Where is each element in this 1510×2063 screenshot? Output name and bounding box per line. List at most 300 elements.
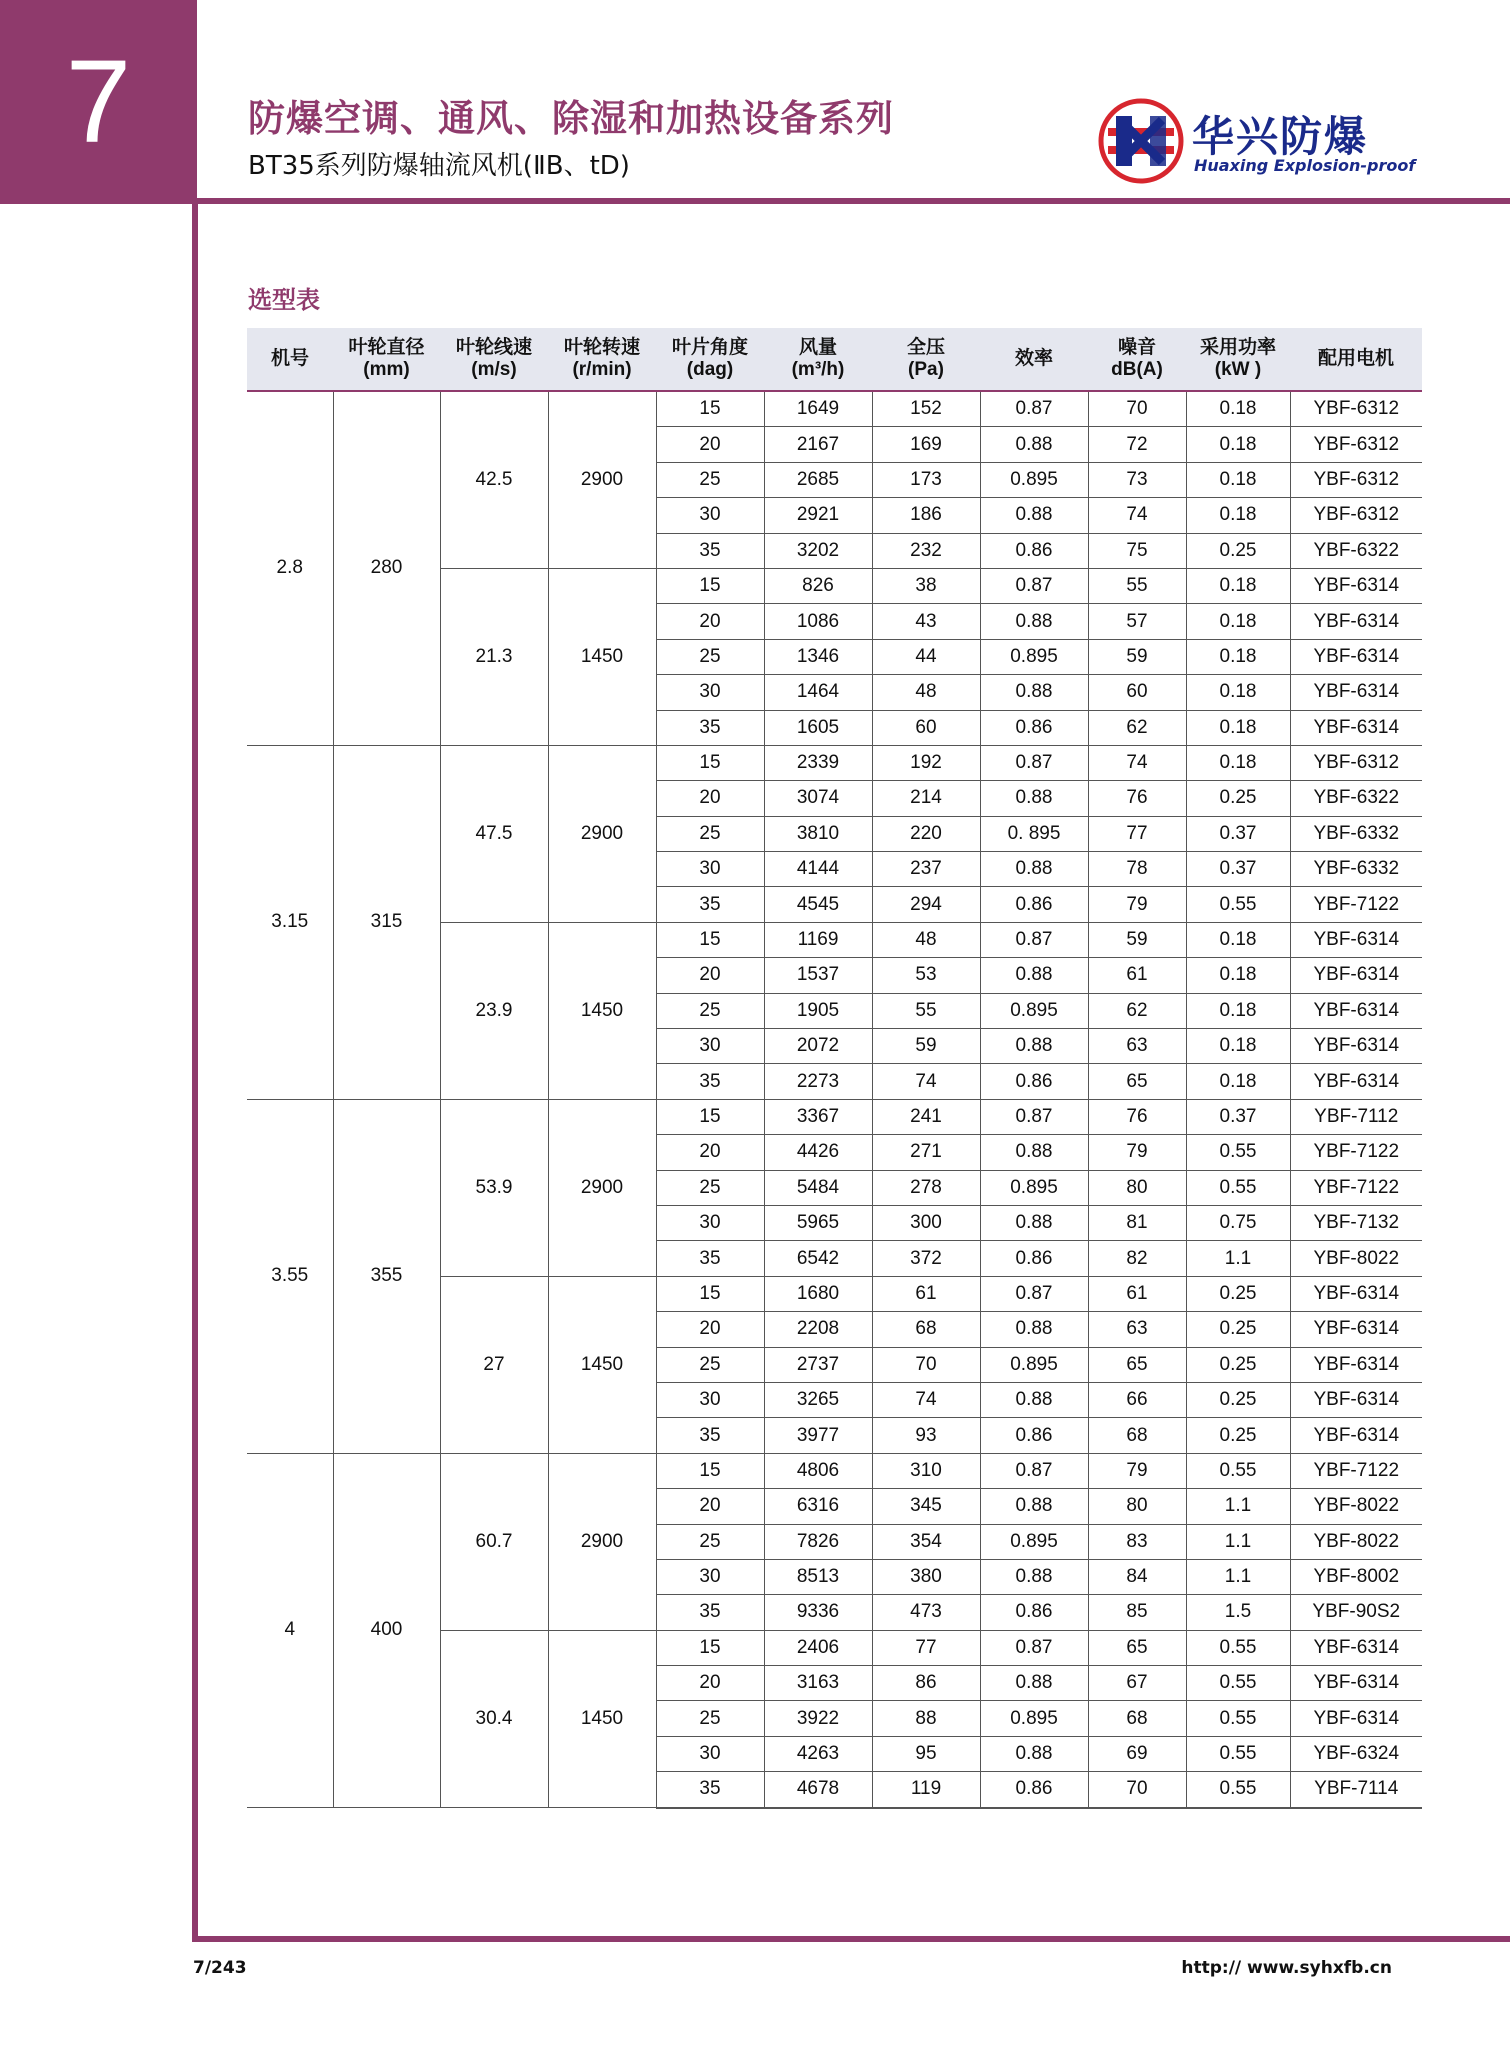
cell-blade-angle: 35 — [656, 887, 764, 922]
header-model: 机号 — [247, 328, 333, 391]
header-noise: 噪音 dB(A) — [1088, 328, 1186, 391]
cell-motor: YBF-6314 — [1290, 1701, 1422, 1736]
cell-pressure: 192 — [872, 745, 980, 780]
cell-efficiency: 0.86 — [980, 1418, 1088, 1453]
cell-airflow: 2685 — [764, 462, 872, 497]
cell-efficiency: 0.86 — [980, 1241, 1088, 1276]
cell-motor: YBF-6314 — [1290, 1382, 1422, 1417]
cell-airflow: 6542 — [764, 1241, 872, 1276]
cell-blade-angle: 15 — [656, 922, 764, 957]
cell-motor: YBF-6312 — [1290, 745, 1422, 780]
cell-power: 0.37 — [1186, 816, 1290, 851]
cell-airflow: 1905 — [764, 993, 872, 1028]
cell-pressure: 61 — [872, 1276, 980, 1311]
cell-efficiency: 0.895 — [980, 1524, 1088, 1559]
cell-model: 3.15 — [247, 745, 333, 1099]
cell-efficiency: 0.88 — [980, 1029, 1088, 1064]
cell-airflow: 3202 — [764, 533, 872, 568]
cell-motor: YBF-7122 — [1290, 1453, 1422, 1488]
cell-pressure: 88 — [872, 1701, 980, 1736]
cell-blade-angle: 20 — [656, 958, 764, 993]
cell-power: 0.37 — [1186, 852, 1290, 887]
cell-motor: YBF-6312 — [1290, 427, 1422, 462]
cell-rotation-speed: 2900 — [548, 1453, 656, 1630]
cell-motor: YBF-6314 — [1290, 1064, 1422, 1099]
cell-efficiency: 0.88 — [980, 1559, 1088, 1594]
cell-airflow: 4426 — [764, 1135, 872, 1170]
cell-noise: 62 — [1088, 710, 1186, 745]
cell-power: 0.37 — [1186, 1099, 1290, 1134]
cell-noise: 63 — [1088, 1312, 1186, 1347]
cell-motor: YBF-6314 — [1290, 1418, 1422, 1453]
cell-pressure: 48 — [872, 922, 980, 957]
header-efficiency: 效率 — [980, 328, 1088, 391]
section-title: 选型表 — [248, 286, 320, 314]
cell-noise: 69 — [1088, 1736, 1186, 1771]
cell-efficiency: 0.895 — [980, 639, 1088, 674]
cell-noise: 76 — [1088, 1099, 1186, 1134]
cell-blade-angle: 20 — [656, 781, 764, 816]
cell-noise: 80 — [1088, 1489, 1186, 1524]
cell-efficiency: 0.86 — [980, 533, 1088, 568]
cell-diameter: 280 — [333, 391, 440, 745]
cell-efficiency: 0.86 — [980, 1772, 1088, 1808]
cell-diameter: 315 — [333, 745, 440, 1099]
cell-efficiency: 0.88 — [980, 958, 1088, 993]
cell-blade-angle: 20 — [656, 1489, 764, 1524]
cell-airflow: 4263 — [764, 1736, 872, 1771]
page-subtitle: BT35系列防爆轴流风机(ⅡB、tD) — [248, 151, 630, 181]
cell-noise: 77 — [1088, 816, 1186, 851]
cell-noise: 73 — [1088, 462, 1186, 497]
cell-power: 0.25 — [1186, 1347, 1290, 1382]
cell-airflow: 2072 — [764, 1029, 872, 1064]
cell-blade-angle: 15 — [656, 1276, 764, 1311]
company-logo — [1098, 98, 1416, 188]
cell-airflow: 2737 — [764, 1347, 872, 1382]
cell-pressure: 300 — [872, 1205, 980, 1240]
cell-motor: YBF-6314 — [1290, 1630, 1422, 1665]
cell-blade-angle: 30 — [656, 1205, 764, 1240]
cell-airflow: 2208 — [764, 1312, 872, 1347]
cell-motor: YBF-6314 — [1290, 1312, 1422, 1347]
cell-pressure: 380 — [872, 1559, 980, 1594]
cell-efficiency: 0.895 — [980, 1347, 1088, 1382]
cell-power: 0.18 — [1186, 462, 1290, 497]
cell-blade-angle: 25 — [656, 1170, 764, 1205]
cell-noise: 68 — [1088, 1701, 1186, 1736]
cell-motor: YBF-7132 — [1290, 1205, 1422, 1240]
cell-linear-speed: 30.4 — [440, 1630, 548, 1807]
cell-airflow: 1649 — [764, 391, 872, 427]
cell-efficiency: 0.86 — [980, 1595, 1088, 1630]
cell-motor: YBF-7122 — [1290, 887, 1422, 922]
cell-pressure: 310 — [872, 1453, 980, 1488]
cell-motor: YBF-7112 — [1290, 1099, 1422, 1134]
cell-linear-speed: 47.5 — [440, 745, 548, 922]
cell-pressure: 237 — [872, 852, 980, 887]
table-header-row — [247, 328, 1422, 391]
cell-power: 0.55 — [1186, 1736, 1290, 1771]
header-blade-angle: 叶片角度 (dag) — [656, 328, 764, 391]
header-linear-speed: 叶轮线速 (m/s) — [440, 328, 548, 391]
cell-motor: YBF-6314 — [1290, 604, 1422, 639]
cell-efficiency: 0.88 — [980, 1382, 1088, 1417]
cell-airflow: 7826 — [764, 1524, 872, 1559]
cell-noise: 66 — [1088, 1382, 1186, 1417]
cell-airflow: 2921 — [764, 498, 872, 533]
cell-motor: YBF-6312 — [1290, 391, 1422, 427]
cell-rotation-speed: 1450 — [548, 922, 656, 1099]
cell-efficiency: 0.88 — [980, 604, 1088, 639]
cell-pressure: 93 — [872, 1418, 980, 1453]
cell-noise: 65 — [1088, 1064, 1186, 1099]
cell-blade-angle: 25 — [656, 1347, 764, 1382]
cell-efficiency: 0. 895 — [980, 816, 1088, 851]
cell-pressure: 70 — [872, 1347, 980, 1382]
cell-noise: 61 — [1088, 1276, 1186, 1311]
cell-efficiency: 0.87 — [980, 1099, 1088, 1134]
cell-airflow: 1680 — [764, 1276, 872, 1311]
page-title: 防爆空调、通风、除湿和加热设备系列 — [248, 97, 894, 140]
cell-linear-speed: 60.7 — [440, 1453, 548, 1630]
cell-efficiency: 0.88 — [980, 1489, 1088, 1524]
cell-power: 0.55 — [1186, 1135, 1290, 1170]
cell-motor: YBF-6312 — [1290, 462, 1422, 497]
cell-noise: 80 — [1088, 1170, 1186, 1205]
cell-blade-angle: 35 — [656, 1418, 764, 1453]
cell-noise: 79 — [1088, 1453, 1186, 1488]
bottom-divider — [192, 1936, 1510, 1942]
cell-blade-angle: 25 — [656, 816, 764, 851]
cell-efficiency: 0.87 — [980, 922, 1088, 957]
cell-motor: YBF-8022 — [1290, 1489, 1422, 1524]
cell-efficiency: 0.895 — [980, 1701, 1088, 1736]
cell-efficiency: 0.88 — [980, 852, 1088, 887]
cell-efficiency: 0.86 — [980, 710, 1088, 745]
cell-blade-angle: 15 — [656, 1099, 764, 1134]
header-rotation-speed: 叶轮转速 (r/min) — [548, 328, 656, 391]
cell-pressure: 294 — [872, 887, 980, 922]
cell-motor: YBF-6314 — [1290, 1666, 1422, 1701]
cell-power: 0.18 — [1186, 993, 1290, 1028]
cell-model: 3.55 — [247, 1099, 333, 1453]
table-row — [247, 391, 1422, 427]
cell-motor: YBF-6314 — [1290, 639, 1422, 674]
cell-efficiency: 0.88 — [980, 1312, 1088, 1347]
cell-airflow: 5965 — [764, 1205, 872, 1240]
cell-pressure: 59 — [872, 1029, 980, 1064]
cell-airflow: 4678 — [764, 1772, 872, 1808]
cell-pressure: 95 — [872, 1736, 980, 1771]
cell-noise: 65 — [1088, 1347, 1186, 1382]
cell-motor: YBF-6332 — [1290, 852, 1422, 887]
cell-power: 1.1 — [1186, 1524, 1290, 1559]
cell-pressure: 68 — [872, 1312, 980, 1347]
cell-airflow: 826 — [764, 568, 872, 603]
cell-motor: YBF-8022 — [1290, 1241, 1422, 1276]
top-divider — [197, 198, 1510, 204]
chapter-number: 7 — [65, 36, 132, 168]
cell-power: 0.55 — [1186, 1170, 1290, 1205]
cell-motor: YBF-6322 — [1290, 781, 1422, 816]
cell-power: 0.18 — [1186, 922, 1290, 957]
cell-efficiency: 0.87 — [980, 1276, 1088, 1311]
cell-power: 0.25 — [1186, 781, 1290, 816]
cell-rotation-speed: 2900 — [548, 391, 656, 568]
cell-motor: YBF-6322 — [1290, 533, 1422, 568]
cell-noise: 67 — [1088, 1666, 1186, 1701]
cell-pressure: 345 — [872, 1489, 980, 1524]
header-airflow: 风量 (m³/h) — [764, 328, 872, 391]
cell-power: 0.55 — [1186, 1630, 1290, 1665]
logo-english-name: Huaxing Explosion-proof — [1194, 156, 1416, 175]
cell-power: 1.1 — [1186, 1559, 1290, 1594]
cell-power: 0.25 — [1186, 1276, 1290, 1311]
cell-pressure: 372 — [872, 1241, 980, 1276]
table-row — [247, 745, 1422, 780]
cell-noise: 62 — [1088, 993, 1186, 1028]
cell-diameter: 400 — [333, 1453, 440, 1807]
cell-efficiency: 0.87 — [980, 1630, 1088, 1665]
cell-airflow: 4545 — [764, 887, 872, 922]
cell-noise: 74 — [1088, 498, 1186, 533]
cell-pressure: 173 — [872, 462, 980, 497]
logo-mark-icon — [1098, 98, 1184, 184]
cell-noise: 60 — [1088, 675, 1186, 710]
cell-pressure: 119 — [872, 1772, 980, 1808]
table-row — [247, 1099, 1422, 1134]
cell-blade-angle: 35 — [656, 1064, 764, 1099]
cell-pressure: 169 — [872, 427, 980, 462]
cell-efficiency: 0.88 — [980, 1666, 1088, 1701]
cell-motor: YBF-6324 — [1290, 1736, 1422, 1771]
cell-efficiency: 0.87 — [980, 568, 1088, 603]
cell-airflow: 6316 — [764, 1489, 872, 1524]
cell-motor: YBF-6332 — [1290, 816, 1422, 851]
cell-noise: 61 — [1088, 958, 1186, 993]
cell-efficiency: 0.88 — [980, 675, 1088, 710]
cell-motor: YBF-8022 — [1290, 1524, 1422, 1559]
cell-airflow: 3810 — [764, 816, 872, 851]
cell-noise: 82 — [1088, 1241, 1186, 1276]
cell-power: 0.55 — [1186, 887, 1290, 922]
website-url: http:// www.syhxfb.cn — [1181, 1958, 1392, 1978]
cell-noise: 59 — [1088, 922, 1186, 957]
cell-airflow: 3367 — [764, 1099, 872, 1134]
cell-airflow: 3074 — [764, 781, 872, 816]
cell-linear-speed: 23.9 — [440, 922, 548, 1099]
cell-linear-speed: 21.3 — [440, 568, 548, 745]
cell-noise: 63 — [1088, 1029, 1186, 1064]
cell-blade-angle: 35 — [656, 1241, 764, 1276]
cell-power: 0.25 — [1186, 533, 1290, 568]
cell-rotation-speed: 2900 — [548, 745, 656, 922]
cell-pressure: 220 — [872, 816, 980, 851]
cell-motor: YBF-90S2 — [1290, 1595, 1422, 1630]
cell-noise: 59 — [1088, 639, 1186, 674]
cell-motor: YBF-6314 — [1290, 1347, 1422, 1382]
cell-noise: 57 — [1088, 604, 1186, 639]
cell-blade-angle: 30 — [656, 1029, 764, 1064]
cell-power: 0.18 — [1186, 639, 1290, 674]
cell-blade-angle: 15 — [656, 391, 764, 427]
cell-motor: YBF-6314 — [1290, 1029, 1422, 1064]
cell-airflow: 1605 — [764, 710, 872, 745]
cell-linear-speed: 53.9 — [440, 1099, 548, 1276]
cell-blade-angle: 30 — [656, 852, 764, 887]
cell-noise: 78 — [1088, 852, 1186, 887]
cell-efficiency: 0.87 — [980, 745, 1088, 780]
cell-motor: YBF-6314 — [1290, 922, 1422, 957]
cell-blade-angle: 30 — [656, 498, 764, 533]
cell-airflow: 2273 — [764, 1064, 872, 1099]
cell-pressure: 86 — [872, 1666, 980, 1701]
cell-pressure: 271 — [872, 1135, 980, 1170]
cell-model: 4 — [247, 1453, 333, 1807]
cell-blade-angle: 15 — [656, 568, 764, 603]
left-divider — [192, 204, 198, 1941]
cell-rotation-speed: 1450 — [548, 1630, 656, 1807]
cell-rotation-speed: 1450 — [548, 568, 656, 745]
cell-power: 1.1 — [1186, 1489, 1290, 1524]
cell-blade-angle: 20 — [656, 1666, 764, 1701]
cell-motor: YBF-6314 — [1290, 958, 1422, 993]
cell-blade-angle: 15 — [656, 1453, 764, 1488]
selection-table — [247, 328, 1422, 1809]
cell-pressure: 38 — [872, 568, 980, 603]
cell-blade-angle: 20 — [656, 427, 764, 462]
cell-power: 0.18 — [1186, 427, 1290, 462]
cell-motor: YBF-6314 — [1290, 675, 1422, 710]
cell-pressure: 152 — [872, 391, 980, 427]
cell-pressure: 43 — [872, 604, 980, 639]
cell-noise: 85 — [1088, 1595, 1186, 1630]
cell-blade-angle: 25 — [656, 639, 764, 674]
cell-pressure: 74 — [872, 1382, 980, 1417]
cell-blade-angle: 15 — [656, 1630, 764, 1665]
cell-pressure: 55 — [872, 993, 980, 1028]
cell-pressure: 186 — [872, 498, 980, 533]
cell-efficiency: 0.895 — [980, 1170, 1088, 1205]
cell-diameter: 355 — [333, 1099, 440, 1453]
cell-blade-angle: 15 — [656, 745, 764, 780]
cell-blade-angle: 25 — [656, 462, 764, 497]
cell-airflow: 4144 — [764, 852, 872, 887]
cell-pressure: 60 — [872, 710, 980, 745]
cell-noise: 84 — [1088, 1559, 1186, 1594]
table-row — [247, 1453, 1422, 1488]
cell-blade-angle: 25 — [656, 1701, 764, 1736]
cell-noise: 76 — [1088, 781, 1186, 816]
cell-power: 0.55 — [1186, 1666, 1290, 1701]
cell-efficiency: 0.88 — [980, 498, 1088, 533]
cell-pressure: 354 — [872, 1524, 980, 1559]
cell-airflow: 3922 — [764, 1701, 872, 1736]
header-total-pressure: 全压 (Pa) — [872, 328, 980, 391]
cell-pressure: 74 — [872, 1064, 980, 1099]
cell-linear-speed: 42.5 — [440, 391, 548, 568]
cell-noise: 70 — [1088, 1772, 1186, 1808]
cell-airflow: 1346 — [764, 639, 872, 674]
cell-blade-angle: 30 — [656, 1382, 764, 1417]
cell-power: 0.18 — [1186, 745, 1290, 780]
cell-airflow: 8513 — [764, 1559, 872, 1594]
cell-power: 0.25 — [1186, 1418, 1290, 1453]
header-diameter: 叶轮直径 (mm) — [333, 328, 440, 391]
cell-power: 0.18 — [1186, 1029, 1290, 1064]
cell-noise: 68 — [1088, 1418, 1186, 1453]
cell-power: 0.18 — [1186, 710, 1290, 745]
cell-rotation-speed: 1450 — [548, 1276, 656, 1453]
cell-pressure: 241 — [872, 1099, 980, 1134]
cell-power: 0.18 — [1186, 604, 1290, 639]
header-motor: 配用电机 — [1290, 328, 1422, 391]
cell-airflow: 1464 — [764, 675, 872, 710]
cell-airflow: 2406 — [764, 1630, 872, 1665]
cell-pressure: 214 — [872, 781, 980, 816]
cell-blade-angle: 35 — [656, 710, 764, 745]
cell-power: 0.55 — [1186, 1772, 1290, 1808]
cell-power: 0.18 — [1186, 675, 1290, 710]
cell-blade-angle: 20 — [656, 1135, 764, 1170]
cell-motor: YBF-6314 — [1290, 1276, 1422, 1311]
cell-power: 0.18 — [1186, 391, 1290, 427]
cell-pressure: 53 — [872, 958, 980, 993]
cell-blade-angle: 30 — [656, 1559, 764, 1594]
cell-noise: 81 — [1088, 1205, 1186, 1240]
cell-blade-angle: 35 — [656, 1595, 764, 1630]
cell-noise: 75 — [1088, 533, 1186, 568]
cell-power: 1.1 — [1186, 1241, 1290, 1276]
cell-efficiency: 0.88 — [980, 427, 1088, 462]
cell-motor: YBF-7122 — [1290, 1135, 1422, 1170]
cell-efficiency: 0.88 — [980, 1736, 1088, 1771]
cell-noise: 83 — [1088, 1524, 1186, 1559]
cell-airflow: 3977 — [764, 1418, 872, 1453]
cell-motor: YBF-8002 — [1290, 1559, 1422, 1594]
cell-noise: 72 — [1088, 427, 1186, 462]
cell-pressure: 232 — [872, 533, 980, 568]
cell-motor: YBF-7122 — [1290, 1170, 1422, 1205]
cell-airflow: 1169 — [764, 922, 872, 957]
cell-efficiency: 0.86 — [980, 887, 1088, 922]
cell-power: 0.18 — [1186, 498, 1290, 533]
cell-blade-angle: 25 — [656, 1524, 764, 1559]
cell-airflow: 2167 — [764, 427, 872, 462]
cell-blade-angle: 20 — [656, 604, 764, 639]
cell-efficiency: 0.87 — [980, 1453, 1088, 1488]
cell-motor: YBF-6314 — [1290, 568, 1422, 603]
cell-efficiency: 0.88 — [980, 781, 1088, 816]
cell-airflow: 3163 — [764, 1666, 872, 1701]
cell-blade-angle: 30 — [656, 675, 764, 710]
cell-power: 0.55 — [1186, 1701, 1290, 1736]
cell-efficiency: 0.895 — [980, 993, 1088, 1028]
cell-efficiency: 0.86 — [980, 1064, 1088, 1099]
cell-airflow: 1537 — [764, 958, 872, 993]
cell-blade-angle: 20 — [656, 1312, 764, 1347]
cell-airflow: 9336 — [764, 1595, 872, 1630]
cell-blade-angle: 30 — [656, 1736, 764, 1771]
cell-efficiency: 0.88 — [980, 1135, 1088, 1170]
cell-airflow: 4806 — [764, 1453, 872, 1488]
cell-airflow: 3265 — [764, 1382, 872, 1417]
cell-noise: 65 — [1088, 1630, 1186, 1665]
cell-motor: YBF-6314 — [1290, 993, 1422, 1028]
cell-blade-angle: 35 — [656, 533, 764, 568]
cell-efficiency: 0.88 — [980, 1205, 1088, 1240]
